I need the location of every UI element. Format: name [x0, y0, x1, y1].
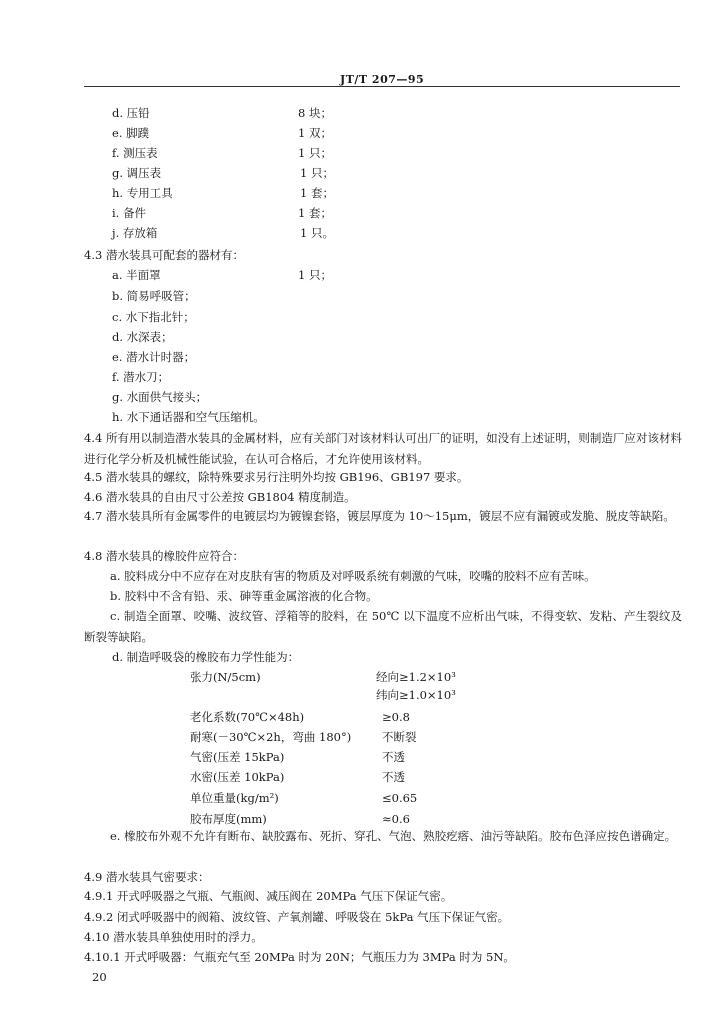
property-value: 经向≥1.2×10³ — [376, 670, 456, 684]
section-4-9-1: 4.9.1 开式呼吸器之气瓶、气瓶阀、减压阀在 20MPa 气压下保证气密。 — [84, 889, 453, 903]
list-item-label: b. 简易呼吸管； — [112, 289, 196, 303]
document-code: JT/T 207—95 — [340, 73, 425, 86]
section-4-3-title: 4.3 潜水装具可配套的器材有： — [84, 248, 244, 262]
section-4-8-e: e. 橡胶布外观不允许有断布、缺胶露布、死折、穿孔、气泡、熟胶疙瘩、油污等缺陷。胶布色泽应按色谱确定。 — [110, 829, 677, 843]
list-item-qty: 1 只。 — [300, 226, 334, 240]
section-4-8-b: b. 胶料中不含有铅、汞、砷等重金属溶液的化合物。 — [110, 589, 378, 603]
property-name: 胶布厚度(mm) — [190, 812, 267, 826]
section-4-4-text: 4.4 所有用以制造潜水装具的金属材料，应有关部门对该材料认可出厂的证明，如没有上述证明，则制造厂应对该材料进行化学分析及机械性能试验，在认可合格后，才允许使用该材料。 — [84, 431, 682, 466]
list-item-label: e. 潜水计时器； — [112, 350, 196, 364]
section-4-7-text: 4.7 潜水装具所有金属零件的电镀层均为镀镍套铬，镀层厚度为 10～15μm，镀层不应有漏镀或发脆、脱皮等缺陷。 — [84, 509, 675, 523]
section-4-8-c: c. 制造全面罩、咬嘴、波纹管、浮箱等的胶料，在 50℃ 以下温度不应析出气味，不得变软、发粘、产生裂纹及断裂等缺陷。 — [84, 609, 682, 644]
list-item-label: h. 专用工具 — [112, 186, 173, 200]
list-item-label: j. 存放箱 — [112, 226, 158, 240]
section-4-6-text: 4.6 潜水装具的自由尺寸公差按 GB1804 精度制造。 — [84, 490, 356, 504]
section-4-8-d: d. 制造呼吸袋的橡胶布力学性能为： — [112, 650, 300, 664]
property-value: 不断裂 — [382, 730, 417, 744]
property-name: 张力(N/5cm) — [190, 670, 261, 684]
section-4-5-text: 4.5 潜水装具的螺纹，除特殊要求另行注明外均按 GB196、GB197 要求。 — [84, 470, 469, 484]
list-item-label: g. 水面供气接头； — [112, 390, 208, 404]
list-item-label: e. 脚蹼 — [112, 126, 150, 140]
list-item-label: f. 测压表 — [112, 146, 158, 160]
list-item-qty: 1 套； — [300, 186, 334, 200]
section-4-10-1: 4.10.1 开式呼吸器：气瓶充气至 20MPa 时为 20N；气瓶压力为 3MPa 时为 5N。 — [84, 950, 515, 964]
property-value: 不透 — [382, 750, 405, 764]
property-value: 纬向≥1.0×10³ — [376, 688, 456, 702]
section-4-8-a: a. 胶料成分中不应存在对皮肤有害的物质及对呼吸系统有刺激的气味，咬嘴的胶料不应有苦味。 — [110, 569, 596, 583]
list-item-label: d. 压铅 — [112, 106, 150, 120]
property-name: 气密(压差 15kPa) — [190, 750, 285, 764]
header-rule — [84, 86, 680, 87]
list-item-label: c. 水下指北针； — [112, 310, 195, 324]
property-value: ≥0.8 — [382, 710, 410, 724]
list-item-qty: 1 只； — [300, 166, 334, 180]
section-4-9-title: 4.9 潜水装具气密要求： — [84, 870, 210, 884]
property-value: ≈0.6 — [382, 812, 410, 826]
list-item-label: d. 水深表； — [112, 330, 173, 344]
section-4-10-title: 4.10 潜水装具单独使用时的浮力。 — [84, 930, 263, 944]
list-item-qty: 1 套； — [298, 206, 332, 220]
section-4-9-2: 4.9.2 闭式呼吸器中的阀箱、波纹管、产氧剂罐、呼吸袋在 5kPa 气压下保证气密。 — [84, 910, 510, 924]
list-item-label: i. 备件 — [112, 206, 146, 220]
list-item-label: a. 半面罩 — [112, 268, 161, 282]
list-item-label: h. 水下通话器和空气压缩机。 — [112, 410, 265, 424]
page-number: 20 — [92, 970, 107, 984]
property-name: 耐寒(－30℃×2h，弯曲 180°) — [190, 730, 352, 744]
list-item-qty: 1 只； — [298, 146, 332, 160]
property-name: 老化系数(70℃×48h) — [190, 710, 305, 724]
property-value: 不透 — [382, 770, 405, 784]
list-item-qty: 1 双； — [298, 126, 332, 140]
list-item-label: g. 调压表 — [112, 166, 162, 180]
list-item-qty: 1 只； — [298, 268, 332, 282]
property-name: 单位重量(kg/m²) — [190, 791, 279, 805]
list-item-qty: 8 块； — [298, 106, 332, 120]
section-4-8-title: 4.8 潜水装具的橡胶件应符合： — [84, 549, 244, 563]
property-value: ≤0.65 — [382, 791, 418, 805]
list-item-label: f. 潜水刀； — [112, 370, 170, 384]
property-name: 水密(压差 10kPa) — [190, 770, 285, 784]
